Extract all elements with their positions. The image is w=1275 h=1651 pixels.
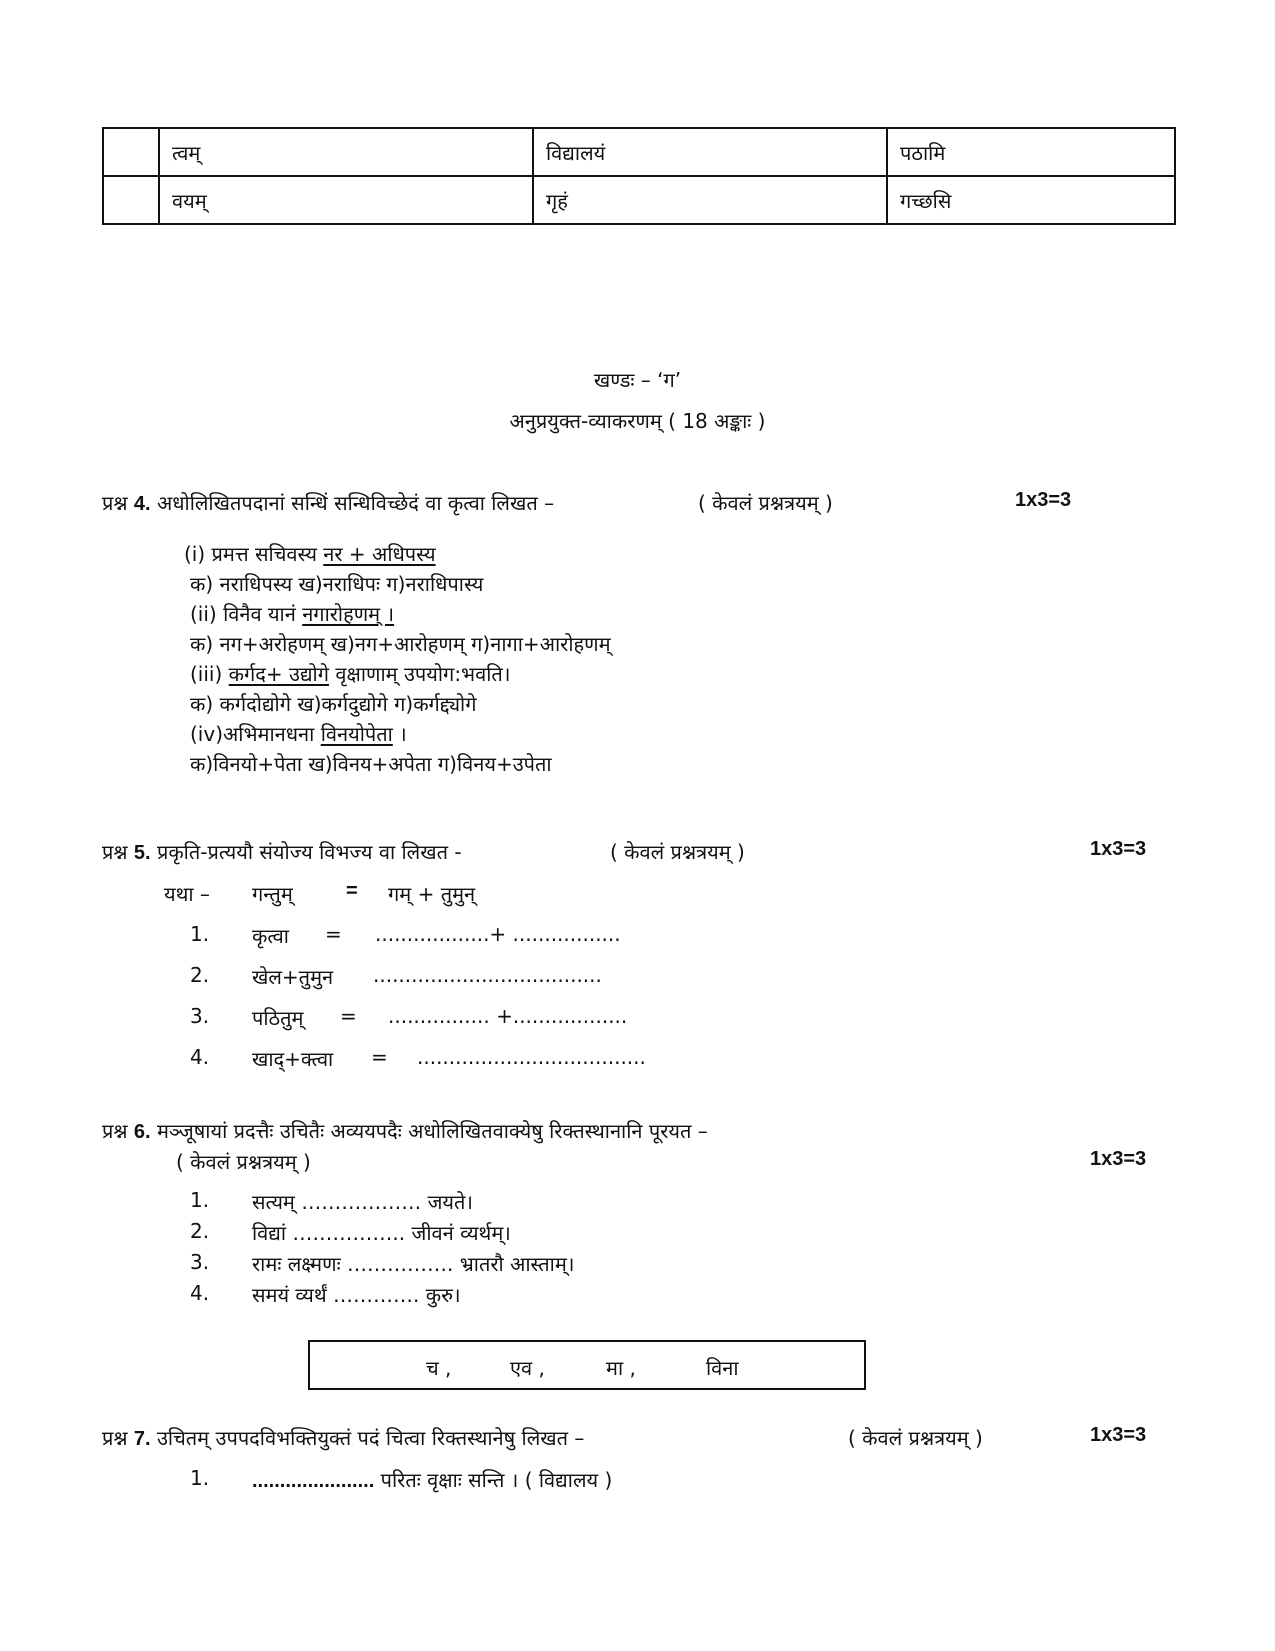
example-parts: गम् + तुमुन्: [388, 882, 476, 906]
q-label: प्रश्न: [102, 840, 128, 864]
q4-line: क) नग+अरोहणम् ख)नग+आरोहणम् ग)नागा+आरोहणम्: [190, 632, 611, 656]
sentence: विद्यां …………….. जीवनं व्यर्थम्।: [252, 1221, 511, 1245]
q6-heading: [102, 1117, 708, 1144]
q4-line: क)विनयो+पेता ख)विनय+अपेता ग)विनय+उपेता: [190, 752, 552, 776]
sentence: परितः वृक्षाः सन्ति । ( विद्यालय ): [374, 1468, 613, 1492]
item-word: खेल+तुमुन: [252, 965, 334, 989]
q4-line: क) नराधिपस्य ख)नराधिपः ग)नराधिपास्य: [190, 572, 484, 596]
q7-marks: 1x3=3: [1090, 1424, 1147, 1446]
q-number: 4.: [133, 493, 151, 515]
q4-line: (ii) विनैव यानं नगारोहणम् ।: [190, 602, 395, 626]
q6-marks: 1x3=3: [1090, 1148, 1147, 1170]
box-word: च ,: [426, 1356, 452, 1380]
q-number: 7.: [133, 1428, 151, 1450]
item-number: 1.: [190, 1188, 210, 1212]
item-equals: =: [371, 1045, 388, 1069]
q7-heading: [102, 1424, 584, 1451]
q-text: प्रकृति-प्रत्ययौ संयोज्य विभज्य वा लिखत -: [156, 840, 462, 864]
q4-line: (iv)अभिमानधना विनयोपेता ।: [190, 722, 407, 746]
q5-heading: [102, 838, 462, 865]
example-word: गन्तुम्: [252, 882, 293, 906]
table-cell: गच्छसि: [887, 176, 1175, 224]
sentence: रामः लक्ष्मणः ……………. भ्रातरौ आस्ताम्।: [252, 1252, 575, 1276]
item-number: 1.: [190, 1466, 210, 1490]
q4-note: ( केवलं प्रश्नत्रयम् ): [698, 491, 833, 515]
q-label: प्रश्न: [102, 491, 128, 515]
answer-blank: ....................................: [417, 1045, 646, 1069]
word-table: [102, 127, 1176, 225]
item-word: पठितुम्: [252, 1006, 304, 1030]
q7-item: [252, 1466, 612, 1493]
section-title: खण्डः – ‘ग’: [593, 368, 682, 392]
q7-note: ( केवलं प्रश्नत्रयम् ): [848, 1426, 983, 1450]
item-number: 2.: [190, 963, 210, 987]
sentence: समयं व्यर्थं …………. कुरु।: [252, 1283, 461, 1307]
table-row: [103, 128, 1175, 176]
item-number: 2.: [190, 1219, 210, 1243]
item-number: 3.: [190, 1004, 210, 1028]
example-equals: =: [346, 880, 358, 902]
word-box: [308, 1340, 866, 1390]
table-cell: गृहं: [533, 176, 887, 224]
box-word: एव ,: [510, 1356, 545, 1380]
q-number: 6.: [133, 1121, 151, 1143]
row-number: [103, 176, 159, 224]
q4-line: (i) प्रमत्त सचिवस्य नर + अधिपस्य: [184, 542, 436, 566]
q-text: मञ्जूषायां प्रदत्तैः उचितैः अव्ययपदैः अधोलिखितवाक्येषु रिक्तस्थानानि पूरयत –: [156, 1119, 708, 1143]
item-number: 4.: [190, 1281, 210, 1305]
box-word: मा ,: [606, 1356, 636, 1380]
answer-blank: ......................: [252, 1470, 375, 1492]
item-equals: =: [325, 922, 342, 946]
q5-note: ( केवलं प्रश्नत्रयम् ): [610, 840, 745, 864]
table-cell: वयम्: [159, 176, 533, 224]
sentence: सत्यम् ……………… जयते।: [252, 1190, 474, 1214]
q5-marks: 1x3=3: [1090, 838, 1147, 860]
q-label: प्रश्न: [102, 1119, 128, 1143]
item-number: 4.: [190, 1045, 210, 1069]
table-cell: विद्यालयं: [533, 128, 887, 176]
q-label: प्रश्न: [102, 1426, 128, 1450]
q-text: उचितम् उपपदविभक्तियुक्तं पदं चित्वा रिक्तस्थानेषु लिखत –: [156, 1426, 585, 1450]
q-text: अधोलिखितपदानां सन्धिं सन्धिविच्छेदं वा कृत्वा लिखत –: [156, 491, 555, 515]
table-row: [103, 176, 1175, 224]
item-number: 1.: [190, 922, 210, 946]
item-number: 3.: [190, 1250, 210, 1274]
answer-blank: ..................+ .................: [375, 922, 621, 946]
q4-line: (iii) कर्गद+ उद्योगे वृक्षाणाम् उपयोग:भवति।: [190, 662, 511, 686]
row-number: [103, 128, 159, 176]
item-equals: =: [340, 1004, 357, 1028]
box-word: विना: [706, 1356, 739, 1380]
q4-heading: [102, 489, 554, 516]
q4-line: क) कर्गदोद्योगे ख)कर्गदुद्योगे ग)कर्गद्द्योगे: [190, 692, 477, 716]
table-cell: त्वम्: [159, 128, 533, 176]
q6-note: ( केवलं प्रश्नत्रयम् ): [176, 1150, 311, 1174]
q-number: 5.: [133, 842, 151, 864]
item-word: खाद्+क्त्वा: [252, 1047, 334, 1071]
section-subtitle: अनुप्रयुक्त-व्याकरणम् ( 18 अङ्काः ): [509, 409, 766, 433]
q4-marks: 1x3=3: [1015, 489, 1072, 511]
example-label: यथा –: [164, 882, 210, 906]
table-cell: पठामि: [887, 128, 1175, 176]
answer-blank: ................ +..................: [388, 1004, 628, 1028]
answer-blank: ....................................: [373, 963, 602, 987]
item-word: कृत्वा: [252, 924, 289, 948]
